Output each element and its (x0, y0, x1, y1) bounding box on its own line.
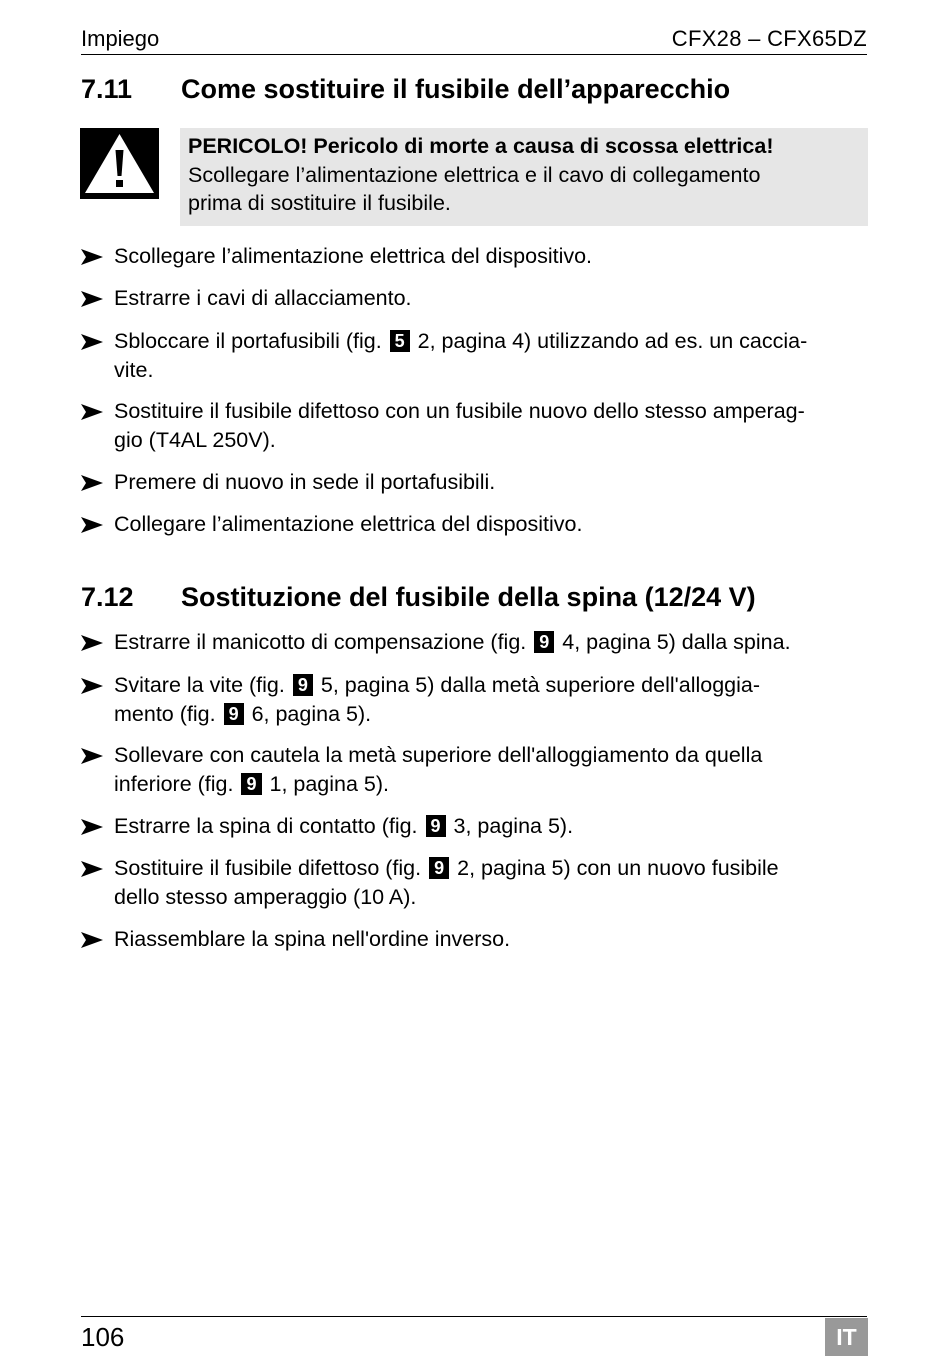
figure-ref-badge: 5 (390, 330, 410, 352)
warning-text-line: Scollegare l’alimentazione elettrica e il cavo di collegamento (188, 162, 761, 187)
footer-divider (81, 1316, 867, 1317)
arrow-bullet-icon (81, 635, 103, 651)
figure-ref-badge: 9 (429, 857, 449, 879)
arrow-bullet-icon (81, 748, 103, 764)
figure-ref-badge: 9 (293, 674, 313, 696)
section-number: 7.12 (81, 582, 134, 612)
list-item: Scollegare l’alimentazione elettrica del dispositivo. (81, 242, 868, 271)
figure-ref-badge: 9 (426, 815, 446, 837)
list-item: Riassemblare la spina nell'ordine inverso. (81, 925, 868, 954)
warning-text-line: prima di sostituire il fusibile. (188, 191, 451, 215)
arrow-bullet-icon (81, 932, 103, 948)
list-item: Svitare la vite (fig. 9 5, pagina 5) dalla metà superiore dell'alloggia- mento (fig. 9 6, pagina 5). (81, 671, 868, 728)
warning-title: PERICOLO! Pericolo di morte a causa di scossa elettrica! (188, 134, 774, 158)
header-model-range: CFX28 – CFX65DZ (671, 26, 867, 51)
arrow-bullet-icon (81, 249, 103, 265)
page-number: 106 (81, 1322, 125, 1352)
figure-ref-badge: 9 (241, 773, 261, 795)
list-item: Sostituire il fusibile difettoso (fig. 9 2, pagina 5) con un nuovo fusibile dello stesso amperaggio (10 A). (81, 854, 868, 911)
list-item: Estrarre il manicotto di compensazione (fig. 9 4, pagina 5) dalla spina. (81, 628, 868, 657)
section-7-12-heading (81, 580, 756, 614)
list-item: Sostituire il fusibile difettoso con un fusibile nuovo dello stesso amperag- gio (T4AL 250V). (81, 397, 868, 454)
section-7-11-heading (81, 72, 730, 106)
danger-warning-box (180, 128, 868, 226)
arrow-bullet-icon (81, 861, 103, 877)
warning-icon (80, 128, 159, 199)
arrow-bullet-icon (81, 404, 103, 420)
page-header (81, 24, 867, 55)
list-item: Premere di nuovo in sede il portafusibili. (81, 468, 868, 497)
list-item: Sbloccare il portafusibili (fig. 5 2, pagina 4) utilizzando ad es. un caccia- vite. (81, 327, 868, 384)
section-title: Come sostituire il fusibile dell’apparecchio (181, 74, 731, 104)
list-item: Estrarre la spina di contatto (fig. 9 3, pagina 5). (81, 812, 868, 841)
arrow-bullet-icon (81, 517, 103, 533)
figure-ref-badge: 9 (534, 631, 554, 653)
list-item: Estrarre i cavi di allacciamento. (81, 284, 868, 313)
figure-ref-badge: 9 (224, 703, 244, 725)
section-number: 7.11 (81, 74, 133, 104)
header-section-name: Impiego (81, 26, 160, 51)
language-tab: IT (825, 1318, 868, 1356)
arrow-bullet-icon (81, 291, 103, 307)
arrow-bullet-icon (81, 334, 103, 350)
list-item: Collegare l’alimentazione elettrica del dispositivo. (81, 510, 868, 539)
arrow-bullet-icon (81, 819, 103, 835)
arrow-bullet-icon (81, 475, 103, 491)
section-title: Sostituzione del fusibile della spina (12/24 V) (181, 582, 756, 612)
arrow-bullet-icon (81, 678, 103, 694)
list-item: Sollevare con cautela la metà superiore dell'alloggiamento da quella inferiore (fig. 9 1, pagina 5). (81, 741, 868, 798)
